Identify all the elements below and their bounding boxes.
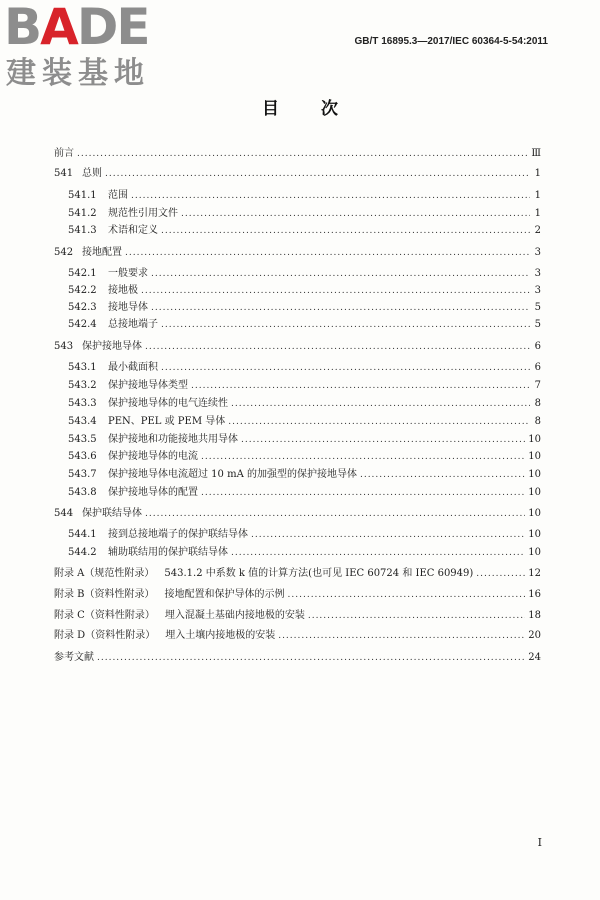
toc-entry-page: 16 bbox=[528, 589, 541, 600]
toc-leader-dots bbox=[105, 166, 530, 182]
toc-entry-page: 7 bbox=[534, 380, 541, 391]
toc-entry-page: 10 bbox=[528, 529, 541, 540]
toc-entry-title: 保护接地导体的电流 bbox=[108, 451, 198, 462]
toc-leader-dots bbox=[125, 245, 530, 261]
toc-entry-title: 总接地端子 bbox=[108, 319, 158, 330]
toc-entry-number: 附录 C（资料性附录） bbox=[54, 610, 155, 621]
toc-entry-page: 24 bbox=[528, 652, 541, 663]
toc-leader-dots bbox=[145, 339, 530, 355]
toc-leader-dots bbox=[151, 266, 530, 282]
toc-leader-dots bbox=[145, 506, 525, 522]
toc-entry-number: 543.4 bbox=[68, 416, 97, 427]
toc-entry-page: 6 bbox=[534, 341, 541, 352]
toc-entry-number: 542.3 bbox=[68, 302, 97, 313]
toc-entry-number: 542.1 bbox=[68, 268, 97, 279]
page-number: I bbox=[537, 836, 542, 849]
toc-leader-dots bbox=[308, 608, 525, 624]
toc-leader-dots bbox=[288, 587, 526, 603]
toc-entry-number: 543.5 bbox=[68, 434, 97, 445]
toc-entry-number: 543 bbox=[54, 341, 74, 352]
toc-leader-dots bbox=[161, 223, 530, 239]
toc-entry[interactable] bbox=[54, 245, 541, 261]
toc-entry[interactable] bbox=[54, 223, 541, 239]
logo-letter: D bbox=[76, 0, 117, 56]
toc-entry-page: 6 bbox=[534, 362, 541, 373]
toc-entry-title: 保护接地导体类型 bbox=[108, 380, 188, 391]
toc-entry-page: 5 bbox=[534, 319, 541, 330]
toc-entry-page: 3 bbox=[534, 268, 541, 279]
toc-leader-dots bbox=[151, 300, 530, 316]
toc-entry-title: 总则 bbox=[82, 168, 102, 179]
toc-entry-title: 保护接地导体的配置 bbox=[108, 487, 198, 498]
toc-leader-dots bbox=[161, 317, 530, 333]
toc-entry[interactable] bbox=[54, 485, 541, 501]
toc-entry[interactable] bbox=[54, 566, 541, 582]
toc-entry-title: 规范性引用文件 bbox=[108, 208, 178, 219]
toc-entry-page: 8 bbox=[534, 416, 541, 427]
toc-entry-page: 8 bbox=[534, 398, 541, 409]
toc-entry-title: 接到总接地端子的保护联结导体 bbox=[108, 529, 248, 540]
toc-leader-dots bbox=[251, 527, 525, 543]
toc-leader-dots bbox=[201, 449, 525, 465]
toc-leader-dots bbox=[161, 360, 530, 376]
toc-entry[interactable] bbox=[54, 467, 541, 483]
toc-entry[interactable] bbox=[54, 166, 541, 182]
toc-entry-page: 10 bbox=[528, 469, 541, 480]
logo-letter: E bbox=[116, 0, 149, 56]
toc-entry[interactable] bbox=[54, 146, 541, 162]
logo bbox=[4, 2, 182, 98]
toc-entry-page: 3 bbox=[534, 285, 541, 296]
toc-entry-number: 541.3 bbox=[68, 225, 97, 236]
toc-entry-title: 543.1.2 中系数 k 值的计算方法(也可见 IEC 60724 和 IEC 60949) bbox=[164, 568, 474, 579]
logo-subtitle: 建装基地 bbox=[6, 56, 150, 91]
toc-entry-page: 1 bbox=[534, 190, 541, 201]
toc-leader-dots bbox=[278, 628, 525, 644]
toc-entry-page: 12 bbox=[528, 568, 541, 579]
toc-entry-title: 参考文献 bbox=[54, 652, 94, 663]
toc-entry-title: 保护接地和功能接地共用导体 bbox=[108, 434, 238, 445]
toc-entry[interactable] bbox=[54, 396, 541, 412]
toc-leader-dots bbox=[228, 414, 530, 430]
toc-leader-dots bbox=[201, 485, 525, 501]
toc-entry-number: 541 bbox=[54, 168, 74, 179]
toc-leader-dots bbox=[77, 146, 528, 162]
toc-entry-number: 附录 D（资料性附录） bbox=[54, 630, 156, 641]
toc-entry[interactable] bbox=[54, 449, 541, 465]
toc-leader-dots bbox=[131, 188, 530, 204]
toc-entry[interactable] bbox=[54, 650, 541, 666]
toc-entry-title: 辅助联结用的保护联结导体 bbox=[108, 547, 228, 558]
toc-entry-title: 前言 bbox=[54, 148, 74, 159]
toc-entry-title: 埋入混凝土基础内接地极的安装 bbox=[164, 610, 305, 621]
toc-entry[interactable] bbox=[54, 545, 541, 561]
toc-entry[interactable] bbox=[54, 527, 541, 543]
toc-entry-title: 保护接地导体的电气连续性 bbox=[108, 398, 228, 409]
toc-entry-page: 18 bbox=[528, 610, 541, 621]
toc-entry-title: 埋入土壤内接地极的安装 bbox=[165, 630, 276, 641]
toc-entry-title: 最小截面积 bbox=[108, 362, 158, 373]
toc-entry-page: 10 bbox=[528, 434, 541, 445]
toc-entry[interactable] bbox=[54, 300, 541, 316]
logo-letter-accent: A bbox=[40, 0, 77, 56]
logo-wordmark bbox=[4, 0, 149, 56]
toc-entry-page: 10 bbox=[528, 487, 541, 498]
toc-entry[interactable] bbox=[54, 378, 541, 394]
toc-entry[interactable] bbox=[54, 317, 541, 333]
toc-entry-title: PEN、PEL 或 PEM 导体 bbox=[108, 416, 226, 427]
toc-entry-title: 保护接地导体 bbox=[82, 341, 142, 352]
toc-entry-number: 附录 A（规范性附录） bbox=[54, 568, 155, 579]
toc-leader-dots bbox=[241, 432, 525, 448]
toc-entry[interactable] bbox=[54, 608, 541, 624]
toc-entry-number: 543.6 bbox=[68, 451, 97, 462]
toc-entry-number: 543.2 bbox=[68, 380, 97, 391]
toc-entry[interactable] bbox=[54, 283, 541, 299]
toc-entry-page: 1 bbox=[534, 168, 541, 179]
toc-entry-page: 10 bbox=[528, 451, 541, 462]
toc-entry-page: 2 bbox=[534, 225, 541, 236]
toc-entry-page: 3 bbox=[534, 247, 541, 258]
toc-entry[interactable] bbox=[54, 360, 541, 376]
toc-entry[interactable] bbox=[54, 506, 541, 522]
toc-entry-page: 20 bbox=[528, 630, 541, 641]
toc-leader-dots bbox=[181, 206, 530, 222]
page-title: 目 次 bbox=[262, 99, 356, 119]
toc-entry-number: 544 bbox=[54, 508, 74, 519]
toc-entry-number: 541.2 bbox=[68, 208, 97, 219]
toc-leader-dots bbox=[141, 283, 530, 299]
toc-leader-dots bbox=[476, 566, 525, 582]
toc-entry-title: 接地配置 bbox=[82, 247, 122, 258]
toc-entry-number: 544.1 bbox=[68, 529, 97, 540]
standard-code: GB/T 16895.3—2017/IEC 60364-5-54:2011 bbox=[354, 36, 548, 47]
toc-entry[interactable] bbox=[54, 587, 541, 603]
toc-leader-dots bbox=[231, 396, 530, 412]
toc-entry[interactable] bbox=[54, 628, 541, 644]
toc-entry-number: 542.2 bbox=[68, 285, 97, 296]
toc-entry[interactable] bbox=[54, 206, 541, 222]
toc-entry-title: 术语和定义 bbox=[108, 225, 158, 236]
toc-entry[interactable] bbox=[54, 339, 541, 355]
toc-entry-number: 543.7 bbox=[68, 469, 97, 480]
toc-entry-title: 接地极 bbox=[108, 285, 138, 296]
toc-entry-number: 544.2 bbox=[68, 547, 97, 558]
toc-leader-dots bbox=[360, 467, 525, 483]
toc-entry[interactable] bbox=[54, 188, 541, 204]
toc-entry-title: 接地导体 bbox=[108, 302, 148, 313]
toc-entry-title: 保护接地导体电流超过 10 mA 的加强型的保护接地导体 bbox=[108, 469, 357, 480]
toc-leader-dots bbox=[97, 650, 525, 666]
toc-entry-number: 543.1 bbox=[68, 362, 97, 373]
toc-entry-number: 543.3 bbox=[68, 398, 97, 409]
toc-entry[interactable] bbox=[54, 414, 541, 430]
toc-entry-page: Ⅲ bbox=[531, 148, 541, 159]
toc-leader-dots bbox=[231, 545, 525, 561]
toc-entry-page: 1 bbox=[534, 208, 541, 219]
toc-entry-number: 542 bbox=[54, 247, 74, 258]
toc-entry-title: 一般要求 bbox=[108, 268, 148, 279]
toc-entry-title: 保护联结导体 bbox=[82, 508, 142, 519]
logo-letter: B bbox=[4, 0, 41, 56]
toc-entry-title: 接地配置和保护导体的示例 bbox=[164, 589, 285, 600]
toc-entry-page: 10 bbox=[528, 547, 541, 558]
toc-entry[interactable] bbox=[54, 432, 541, 448]
toc-entry[interactable] bbox=[54, 266, 541, 282]
toc-entry-number: 541.1 bbox=[68, 190, 97, 201]
toc-entry-number: 543.8 bbox=[68, 487, 97, 498]
toc-entry-number: 附录 B（资料性附录） bbox=[54, 589, 155, 600]
toc-entry-page: 5 bbox=[534, 302, 541, 313]
toc-entry-page: 10 bbox=[528, 508, 541, 519]
toc-entry-title: 范围 bbox=[108, 190, 128, 201]
toc-leader-dots bbox=[191, 378, 530, 394]
toc-entry-number: 542.4 bbox=[68, 319, 97, 330]
